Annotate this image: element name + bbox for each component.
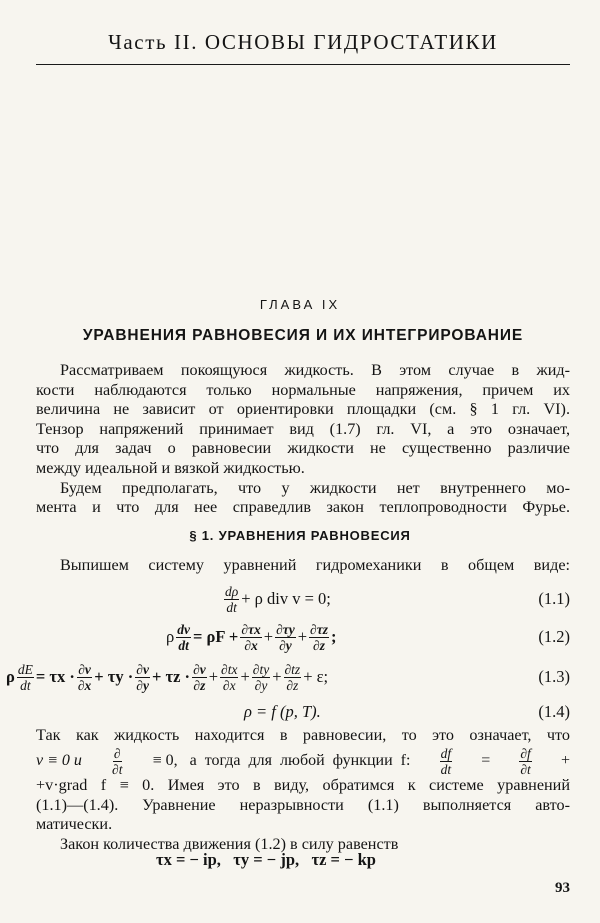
chapter-title: УРАВНЕНИЯ РАВНОВЕСИЯ И ИХ ИНТЕГРИРОВАНИЕ [82, 327, 524, 344]
header-rule [36, 64, 570, 65]
equation-1-4: ρ = f (p, T). (1.4) [244, 702, 570, 721]
text-line: величина не зависит от ориентировки площадки (см. § 1 гл. VI). [36, 400, 570, 419]
text-line: кости наблюдаются только нормальные напряжения, причем их [36, 380, 570, 399]
equation-number: (1.1) [538, 589, 570, 608]
text-line: Так как жидкость находится в равновесии, то это означает, что [36, 726, 570, 744]
equation-number: (1.3) [538, 667, 570, 686]
section-title: § 1. УРАВНЕНИЯ РАВНОВЕСИЯ [189, 528, 411, 543]
intro-paragraph [36, 361, 570, 518]
text-line: матически. [36, 815, 113, 834]
equation-1-1: $\frac{d\rho}{dt}$ + ρ div v = 0; (1.1) [225, 583, 570, 615]
equation-number: (1.2) [538, 627, 570, 646]
running-head: Часть II. ОСНОВЫ ГИДРОСТАТИКИ [108, 30, 498, 54]
text-line: +v·grad f ≡ 0. Имея это в виду, обратимся к системе уравнений [36, 776, 570, 794]
text-line: Рассматриваем покоящуюся жидкость. В этом случае в жид- [60, 361, 570, 379]
text-line: Закон количества движения (1.2) в силу равенств [60, 834, 399, 853]
text-line: Выпишем систему уравнений гидромеханики в общем виде: [60, 556, 570, 574]
equilibrium-paragraph [36, 726, 570, 746]
text-line: Тензор напряжений принимает вид (1.7) гл. VI, а это означает, [36, 419, 570, 438]
stress-equalities: τx = − ip, τy = − jp, τz = − kp [156, 850, 376, 869]
text-line: (1.1)—(1.4). Уравнение неразрывности (1.1) выполняется авто- [36, 795, 570, 814]
equation-1-3: ρ $\frac{dE}{dt}$ = τx · $\frac{\partial v}{\partial x}$ + τy · $\frac{\partial v}{\partial y}$ + τz · $\frac{\partial v}{\partial z}$ + $\frac{\partial tx}{\partial x}$ + $\frac{\partial ty}{\partial y}$ + $\frac{\partial tz}{\partial z}$ + ε; (1.3) [6, 661, 570, 693]
text-line: между идеальной и вязкой жидкостью. [36, 458, 305, 477]
text-line: что для задач о равновесии жидкости не существенно различие [36, 439, 570, 458]
equation-number: (1.4) [538, 702, 570, 721]
text-line: мента и что для нее справедлив закон теплопроводности Фурье. [36, 498, 570, 517]
equation-1-2: ρ $\frac{dv}{dt}$ = ρF + $\frac{\partial\tau x}{\partial x}$ + $\frac{\partial\tau y}{\partial y}$ + $\frac{\partial\tau z}{\partial z}$ ; (1.2) [166, 621, 570, 653]
inline-math-line: v ≡ 0 и $\frac{\partial}{\partial t}$ ≡ 0, а тогда для любой функции f: $\frac{df}{dt}$ = $\frac{\partial f}{\partial t}$ + [36, 745, 570, 777]
fraction: $\frac{d\rho}{dt}$ [225, 583, 239, 615]
section-lead [36, 556, 570, 576]
page-number: 93 [555, 880, 570, 896]
continuation-paragraph [36, 776, 570, 854]
chapter-label: ГЛАВА IX [259, 297, 341, 312]
text-line: Будем предполагать, что у жидкости нет внутреннего мо- [60, 478, 570, 497]
